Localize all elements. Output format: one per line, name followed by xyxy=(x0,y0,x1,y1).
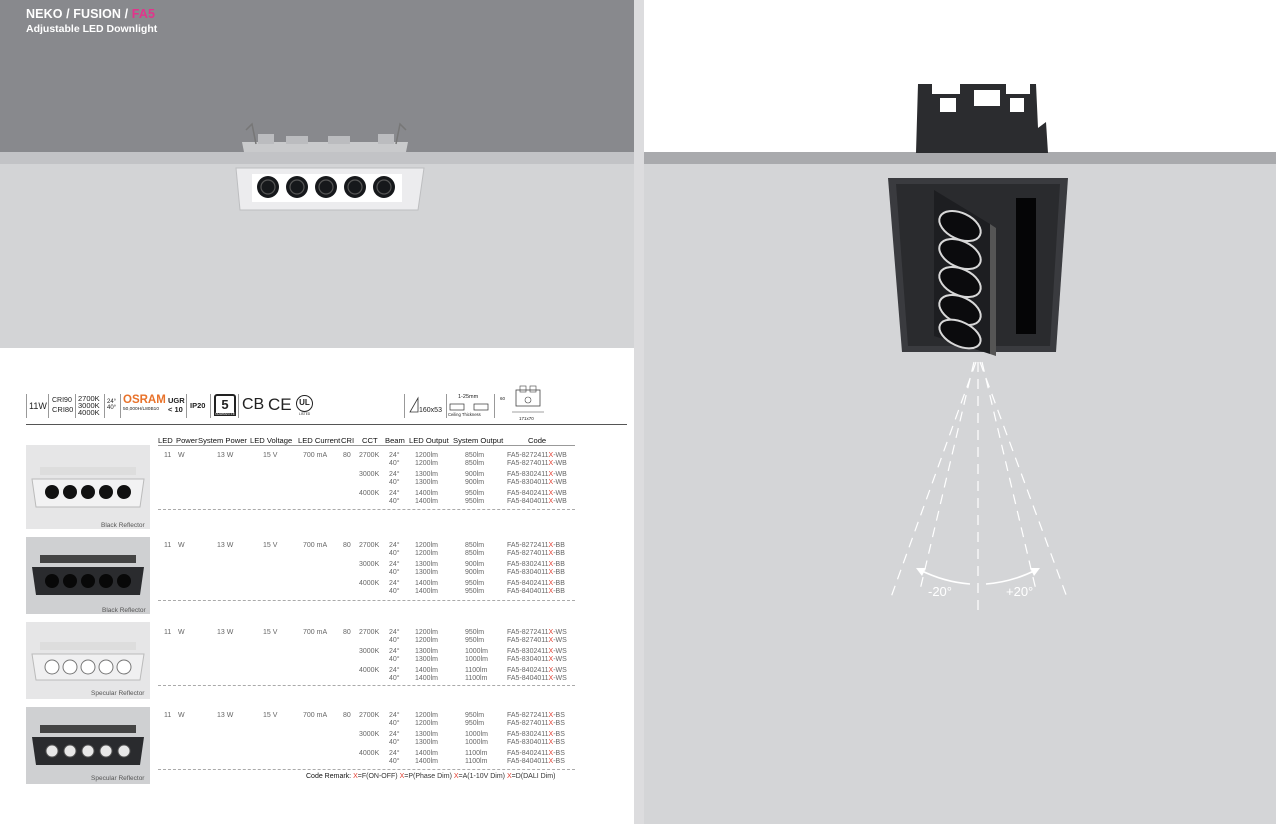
tilt-angle-right: +20° xyxy=(1006,584,1034,599)
dim-width: 171x70 xyxy=(519,416,534,421)
cell-led-voltage: 15 V xyxy=(263,629,278,636)
cell-beam: 24° xyxy=(389,648,400,655)
cell-cct: 4000K xyxy=(359,580,380,587)
code-prefix: FA5-8272411 xyxy=(507,712,549,719)
code-prefix: FA5-8404011 xyxy=(507,588,549,595)
cell-code xyxy=(507,561,565,568)
cell-system-output: 950lm xyxy=(465,720,485,727)
cell-led-output: 1300lm xyxy=(415,731,438,738)
header-rule xyxy=(158,445,575,446)
code-suffix: -WB xyxy=(553,452,567,459)
cell-cct: 2700K xyxy=(359,712,380,719)
cell-led-output: 1400lm xyxy=(415,758,438,765)
dim-height: 60 xyxy=(500,396,506,401)
code-suffix: -BB xyxy=(553,561,565,568)
cell-power: W xyxy=(178,452,185,459)
cell-led-output: 1400lm xyxy=(415,580,438,587)
group-divider xyxy=(158,685,575,686)
cell-beam: 24° xyxy=(389,490,400,497)
cct-3000: 3000K xyxy=(78,401,100,410)
cell-cct: 4000K xyxy=(359,490,380,497)
cri-spec-90: CRI90 xyxy=(52,397,72,404)
ceiling-label: Ceiling Thickness xyxy=(448,412,481,417)
th-cri: CRI xyxy=(341,436,355,445)
cell-code xyxy=(507,758,565,765)
code-dim-variable: X xyxy=(548,460,554,467)
th-code: Code xyxy=(528,436,547,445)
th-system-output: System Output xyxy=(453,436,504,445)
cell-beam: 40° xyxy=(389,569,400,576)
cell-system-output: 900lm xyxy=(465,569,485,576)
cell-led-current: 700 mA xyxy=(303,629,328,636)
cell-led-current: 700 mA xyxy=(303,452,328,459)
code-dim-variable: X xyxy=(548,675,554,682)
code-prefix: FA5-8304011 xyxy=(507,569,549,576)
cell-code xyxy=(507,739,565,746)
remark-x: X xyxy=(399,773,405,780)
code-dim-variable: X xyxy=(548,580,554,587)
cell-led-output: 1300lm xyxy=(415,471,438,478)
code-prefix: FA5-8304011 xyxy=(507,479,549,486)
cell-power: W xyxy=(178,542,185,549)
cell-beam: 40° xyxy=(389,720,400,727)
cell-beam: 40° xyxy=(389,758,400,765)
cell-system-power: 13 W xyxy=(217,452,234,459)
code-prefix: FA5-8402411 xyxy=(507,490,549,497)
th-system-power: System Power xyxy=(198,436,247,445)
cell-system-output: 1100lm xyxy=(465,675,488,682)
cell-led-voltage: 15 V xyxy=(263,452,278,459)
code-suffix: -BB xyxy=(553,569,565,576)
cell-system-output: 950lm xyxy=(465,498,485,505)
cell-code xyxy=(507,479,567,486)
code-prefix: FA5-8272411 xyxy=(507,542,549,549)
cell-code xyxy=(507,629,567,636)
caption-group-1: Black Reflector xyxy=(101,522,145,529)
code-suffix: -BS xyxy=(553,758,565,765)
cell-code xyxy=(507,667,567,674)
cell-system-output: 900lm xyxy=(465,471,485,478)
cell-led-output: 1300lm xyxy=(415,739,438,746)
code-prefix: FA5-8302411 xyxy=(507,561,549,568)
cell-led: 11 xyxy=(164,629,172,636)
code-prefix: FA5-8274011 xyxy=(507,720,549,727)
cell-code xyxy=(507,550,565,557)
cct-2700: 2700K xyxy=(78,394,100,403)
cell-system-output: 1000lm xyxy=(465,648,488,655)
th-beam: Beam xyxy=(385,436,405,445)
left-page xyxy=(0,0,634,824)
cell-led-output: 1400lm xyxy=(415,667,438,674)
code-suffix: -BS xyxy=(553,720,565,727)
cell-beam: 24° xyxy=(389,712,400,719)
cell-beam: 40° xyxy=(389,460,400,467)
cell-power: W xyxy=(178,712,185,719)
beam-40: 40° xyxy=(107,405,117,411)
ul-listed: LISTED xyxy=(299,412,311,416)
ce-mark: CE xyxy=(268,395,292,414)
code-dim-variable: X xyxy=(548,588,554,595)
cell-code xyxy=(507,731,565,738)
code-prefix: FA5-8404011 xyxy=(507,758,549,765)
cell-beam: 24° xyxy=(389,452,400,459)
cell-system-output: 850lm xyxy=(465,452,485,459)
cell-code xyxy=(507,569,565,576)
remark-x: X xyxy=(353,773,358,780)
code-suffix: -WS xyxy=(553,648,567,655)
code-dim-variable: X xyxy=(548,758,554,765)
cell-system-power: 13 W xyxy=(217,712,234,719)
cell-led-output: 1200lm xyxy=(415,452,438,459)
code-suffix: -BS xyxy=(553,750,565,757)
cell-code xyxy=(507,588,565,595)
cell-led-output: 1200lm xyxy=(415,460,438,467)
code-suffix: -WB xyxy=(553,460,567,467)
cell-beam: 24° xyxy=(389,731,400,738)
cell-beam: 24° xyxy=(389,542,400,549)
cell-system-output: 1100lm xyxy=(465,750,488,757)
code-dim-variable: X xyxy=(548,720,554,727)
code-suffix: -WS xyxy=(553,629,567,636)
code-prefix: FA5-8272411 xyxy=(507,629,549,636)
warranty-icon: 5 xyxy=(214,394,236,416)
cell-system-output: 850lm xyxy=(465,460,485,467)
cell-led-output: 1300lm xyxy=(415,561,438,568)
cell-code xyxy=(507,675,567,682)
ceiling-range: 1-25mm xyxy=(458,394,479,400)
cutout-size: 160x53 xyxy=(419,407,442,414)
cell-led-output: 1200lm xyxy=(415,637,438,644)
cell-cri: 80 xyxy=(343,542,351,549)
code-suffix: -BB xyxy=(553,588,565,595)
cell-led-voltage: 15 V xyxy=(263,542,278,549)
cell-power: W xyxy=(178,629,185,636)
cell-code xyxy=(507,750,565,757)
cell-system-output: 900lm xyxy=(465,561,485,568)
cell-code xyxy=(507,452,567,459)
cell-system-output: 1000lm xyxy=(465,739,488,746)
adjustable-downlight-illustration xyxy=(644,0,1276,824)
code-suffix: -BB xyxy=(553,580,565,587)
code-prefix: FA5-8402411 xyxy=(507,750,549,757)
cell-led-output: 1200lm xyxy=(415,720,438,727)
code-suffix: -BS xyxy=(553,739,565,746)
cell-cri: 80 xyxy=(343,629,351,636)
cell-led-output: 1400lm xyxy=(415,750,438,757)
cell-beam: 24° xyxy=(389,580,400,587)
osram-life: 50,000H/L80B10 xyxy=(123,407,160,412)
th-led-voltage: LED Voltage xyxy=(250,436,293,445)
remark-item: =D(DALI Dim) xyxy=(511,773,556,780)
code-prefix: FA5-8404011 xyxy=(507,498,549,505)
cell-cct: 4000K xyxy=(359,750,380,757)
code-suffix: -WB xyxy=(553,471,567,478)
code-prefix: FA5-8402411 xyxy=(507,667,549,674)
ul-icon: UL xyxy=(296,395,313,412)
cell-beam: 40° xyxy=(389,739,400,746)
cell-code xyxy=(507,542,565,549)
cell-led-output: 1200lm xyxy=(415,629,438,636)
cell-system-output: 1100lm xyxy=(465,758,488,765)
cct-4000: 4000K xyxy=(78,408,100,417)
th-power: Power xyxy=(176,436,198,445)
code-prefix: FA5-8302411 xyxy=(507,648,549,655)
cell-led-output: 1400lm xyxy=(415,588,438,595)
ip-rating: IP20 xyxy=(190,401,206,410)
th-led: LED xyxy=(158,436,173,445)
code-prefix: FA5-8304011 xyxy=(507,656,549,663)
code-suffix: -WS xyxy=(553,675,567,682)
code-dim-variable: X xyxy=(548,629,554,636)
cell-cri: 80 xyxy=(343,452,351,459)
code-prefix: FA5-8274011 xyxy=(507,637,549,644)
code-suffix: -WB xyxy=(553,479,567,486)
cell-system-output: 950lm xyxy=(465,629,485,636)
cell-cct: 3000K xyxy=(359,561,380,568)
cell-system-output: 950lm xyxy=(465,588,485,595)
code-prefix: FA5-8302411 xyxy=(507,731,549,738)
code-suffix: -WB xyxy=(553,490,567,497)
code-suffix: -BB xyxy=(553,542,565,549)
code-prefix: FA5-8272411 xyxy=(507,452,549,459)
code-prefix: FA5-8404011 xyxy=(507,675,549,682)
code-prefix: FA5-8274011 xyxy=(507,550,549,557)
code-suffix: -WS xyxy=(553,667,567,674)
cell-led-output: 1400lm xyxy=(415,490,438,497)
code-suffix: -BS xyxy=(553,712,565,719)
cell-system-output: 850lm xyxy=(465,542,485,549)
caption-group-4: Specular Reflector xyxy=(91,775,145,782)
right-page xyxy=(644,0,1276,824)
cell-code xyxy=(507,648,567,655)
code-dim-variable: X xyxy=(548,648,554,655)
cell-code xyxy=(507,498,567,505)
thumb-white-black-reflector xyxy=(26,445,150,529)
cell-cct: 3000K xyxy=(359,471,380,478)
cell-led-output: 1300lm xyxy=(415,656,438,663)
cell-cct: 3000K xyxy=(359,648,380,655)
cell-led-current: 700 mA xyxy=(303,542,328,549)
cell-led-voltage: 15 V xyxy=(263,712,278,719)
cell-system-power: 13 W xyxy=(217,629,234,636)
code-prefix: FA5-8304011 xyxy=(507,739,549,746)
ugr-label: UGR xyxy=(168,396,185,405)
cell-beam: 24° xyxy=(389,561,400,568)
cell-led-output: 1200lm xyxy=(415,542,438,549)
code-dim-variable: X xyxy=(548,739,554,746)
cell-system-output: 950lm xyxy=(465,637,485,644)
th-led-output: LED Output xyxy=(409,436,449,445)
code-dim-variable: X xyxy=(548,656,554,663)
remark-item: =A(1-10V Dim) xyxy=(458,773,506,780)
code-suffix: -WB xyxy=(553,498,567,505)
cell-system-output: 1000lm xyxy=(465,731,488,738)
cell-beam: 40° xyxy=(389,656,400,663)
remark-label: Code Remark: xyxy=(306,773,352,780)
cell-led: 11 xyxy=(164,542,172,549)
code-dim-variable: X xyxy=(548,550,554,557)
dimension-drawing-icon xyxy=(508,384,550,416)
cri-spec-80: CRI80 xyxy=(52,405,74,414)
cell-cct: 3000K xyxy=(359,731,380,738)
cell-cct: 4000K xyxy=(359,667,380,674)
brand-title: NEKO / FUSION / FA5 xyxy=(26,7,156,21)
cell-led-output: 1400lm xyxy=(415,498,438,505)
code-suffix: -BS xyxy=(553,731,565,738)
ugr-value: < 10 xyxy=(168,405,183,414)
cell-beam: 40° xyxy=(389,675,400,682)
cell-led-output: 1400lm xyxy=(415,675,438,682)
cell-system-output: 950lm xyxy=(465,490,485,497)
cell-beam: 40° xyxy=(389,588,400,595)
cell-code xyxy=(507,471,567,478)
group-divider xyxy=(158,600,575,601)
cell-cct: 2700K xyxy=(359,629,380,636)
cell-system-output: 950lm xyxy=(465,712,485,719)
group-divider xyxy=(158,509,575,510)
spec-rule xyxy=(26,424,627,425)
cell-system-output: 850lm xyxy=(465,550,485,557)
spec-icon-strip xyxy=(26,384,626,424)
remark-item: =F(ON-OFF) xyxy=(357,773,398,780)
code-prefix: FA5-8274011 xyxy=(507,460,549,467)
page-gutter xyxy=(634,0,644,824)
cell-system-output: 1000lm xyxy=(465,656,488,663)
warranty-sub: GUARANTEE xyxy=(215,412,235,416)
code-dim-variable: X xyxy=(548,731,554,738)
code-prefix: FA5-8402411 xyxy=(507,580,549,587)
th-led-current: LED Current xyxy=(298,436,341,445)
hero-product-image xyxy=(228,120,428,216)
code-dim-variable: X xyxy=(548,561,554,568)
cell-beam: 24° xyxy=(389,667,400,674)
code-dim-variable: X xyxy=(548,750,554,757)
cell-system-output: 1100lm xyxy=(465,667,488,674)
beam-24: 24° xyxy=(107,399,117,405)
cell-led-output: 1300lm xyxy=(415,648,438,655)
osram-logo: OSRAM xyxy=(123,394,166,406)
cell-beam: 24° xyxy=(389,471,400,478)
cell-system-output: 900lm xyxy=(465,479,485,486)
cell-led-output: 1200lm xyxy=(415,550,438,557)
cb-mark: CB xyxy=(242,396,265,413)
cell-code xyxy=(507,580,565,587)
code-suffix: -BB xyxy=(553,550,565,557)
code-dim-variable: X xyxy=(548,479,554,486)
code-suffix: -WS xyxy=(553,637,567,644)
cell-code xyxy=(507,637,567,644)
code-dim-variable: X xyxy=(548,498,554,505)
cell-code xyxy=(507,720,565,727)
product-subtitle: Adjustable LED Downlight xyxy=(26,23,158,35)
thumb-black-specular-reflector xyxy=(26,707,150,784)
cell-led: 11 xyxy=(164,452,172,459)
cell-system-output: 950lm xyxy=(465,580,485,587)
cell-code xyxy=(507,656,567,663)
code-dim-variable: X xyxy=(548,569,554,576)
cell-cct: 2700K xyxy=(359,452,380,459)
remark-x: X xyxy=(453,773,459,780)
code-dim-variable: X xyxy=(548,452,554,459)
remark-item: =P(Phase Dim) xyxy=(404,773,452,780)
code-dim-variable: X xyxy=(548,490,554,497)
power-spec: 11W xyxy=(29,401,47,411)
cell-led-output: 1300lm xyxy=(415,569,438,576)
cell-led: 11 xyxy=(164,712,172,719)
cell-code xyxy=(507,490,567,497)
cell-code xyxy=(507,712,565,719)
remark-x: X xyxy=(506,773,512,780)
code-suffix: -WS xyxy=(553,656,567,663)
caption-group-3: Specular Reflector xyxy=(91,690,145,697)
code-dim-variable: X xyxy=(548,667,554,674)
cell-beam: 40° xyxy=(389,479,400,486)
cell-led-output: 1200lm xyxy=(415,712,438,719)
code-dim-variable: X xyxy=(548,542,554,549)
cell-beam: 40° xyxy=(389,498,400,505)
ceiling-icon xyxy=(448,402,492,412)
code-dim-variable: X xyxy=(548,471,554,478)
thumb-white-specular-reflector xyxy=(26,622,150,699)
cell-code xyxy=(507,460,567,467)
code-dim-variable: X xyxy=(548,712,554,719)
th-cct: CCT xyxy=(362,436,378,445)
cell-beam: 24° xyxy=(389,750,400,757)
cell-beam: 40° xyxy=(389,550,400,557)
cell-led-output: 1300lm xyxy=(415,479,438,486)
code-remark xyxy=(306,773,555,780)
cell-beam: 40° xyxy=(389,637,400,644)
code-prefix: FA5-8302411 xyxy=(507,471,549,478)
cell-system-power: 13 W xyxy=(217,542,234,549)
code-dim-variable: X xyxy=(548,637,554,644)
group-divider xyxy=(158,769,575,770)
model-name: FA5 xyxy=(131,7,156,21)
thumb-black-black-reflector xyxy=(26,537,150,614)
tilt-angle-left: -20° xyxy=(928,584,952,599)
cell-cri: 80 xyxy=(343,712,351,719)
cell-beam: 24° xyxy=(389,629,400,636)
cell-cct: 2700K xyxy=(359,542,380,549)
caption-group-2: Black Reflector xyxy=(102,607,146,614)
cell-led-current: 700 mA xyxy=(303,712,328,719)
